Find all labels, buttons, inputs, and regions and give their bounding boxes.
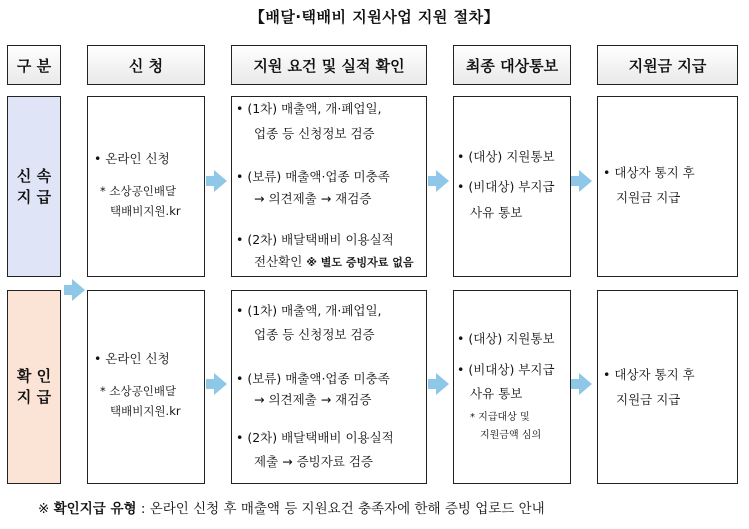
footer-mark: ※ <box>38 501 54 517</box>
pay-item: • 대상자 통지 후 <box>603 165 695 180</box>
verify-step-text: 전산확인 <box>254 254 307 269</box>
confirm-pay-box <box>597 290 738 484</box>
category-confirm-payment <box>7 290 61 484</box>
verify-step: • (1차) 매출액, 개·폐업일, <box>236 303 382 318</box>
verify-step: 제출 → 증빙자료 검증 <box>254 454 373 469</box>
confirm-notify-box <box>453 290 571 484</box>
rapid-pay-box <box>597 96 738 277</box>
pay-item: • 대상자 통지 후 <box>603 367 695 382</box>
footer-note <box>38 497 545 517</box>
footer-bold: 확인지급 유형 <box>53 501 137 517</box>
apply-note: * 소상공인배달 <box>100 184 177 198</box>
header-pay: 지원금 지급 <box>597 45 738 85</box>
apply-note: 택배비지원.kr <box>110 204 181 218</box>
header-verify: 지원 요건 및 실적 확인 <box>231 45 427 85</box>
pay-item: 지원금 지급 <box>616 190 681 205</box>
arrow-right-icon <box>214 373 227 395</box>
notify-item: 사유 통보 <box>470 386 523 401</box>
verify-step: 업종 등 신청정보 검증 <box>254 327 375 342</box>
notify-item: • (비대상) 부지급 <box>457 179 555 194</box>
rapid-notify-box <box>453 96 571 277</box>
notify-item: 사유 통보 <box>470 205 523 220</box>
arrow-right-icon <box>436 170 449 192</box>
arrow-right-icon <box>436 373 449 395</box>
category-rapid-payment <box>7 96 61 277</box>
arrow-right-icon <box>579 170 592 192</box>
confirm-verify-box <box>231 290 427 484</box>
header-apply: 신 청 <box>87 45 205 85</box>
category-label: 지 급 <box>16 388 52 406</box>
verify-step: → 의견제출 → 재검증 <box>254 392 372 407</box>
apply-item: • 온라인 신청 <box>94 351 170 366</box>
apply-item: • 온라인 신청 <box>94 151 170 166</box>
verify-step: • (2차) 배달택배비 이용실적 <box>236 430 394 445</box>
verify-step: • (보류) 매출액·업종 미충족 <box>236 371 390 386</box>
header-notify: 최종 대상통보 <box>453 45 571 85</box>
notify-item: • (비대상) 부지급 <box>457 362 555 377</box>
verify-step-note: ※ 별도 증빙자료 없음 <box>306 256 414 269</box>
page-title: 【배달·택배비 지원사업 지원 절차】 <box>249 8 500 26</box>
notify-item: • (대상) 지원통보 <box>457 331 555 346</box>
category-label: 지 급 <box>16 187 52 206</box>
rapid-apply-box <box>87 96 205 277</box>
apply-note: 택배비지원.kr <box>110 404 181 418</box>
pay-item: 지원금 지급 <box>616 392 681 407</box>
arrow-right-icon <box>214 170 227 192</box>
arrow-right-icon <box>579 373 592 395</box>
notify-note: * 지급대상 및 <box>470 412 530 423</box>
arrow-right-icon <box>72 279 85 301</box>
notify-note: 지원금액 심의 <box>480 430 542 441</box>
verify-step: • (2차) 배달택배비 이용실적 <box>236 232 394 247</box>
rapid-verify-box <box>231 96 427 277</box>
header-category: 구 분 <box>7 45 61 85</box>
verify-step <box>254 252 413 273</box>
verify-step: 업종 등 신청정보 검증 <box>254 126 375 141</box>
confirm-apply-box <box>87 290 205 484</box>
footer-text: : 온라인 신청 후 매출액 등 지원요건 충족자에 한해 증빙 업로드 안내 <box>136 501 545 517</box>
category-label: 신 속 <box>16 166 52 185</box>
apply-note: * 소상공인배달 <box>100 384 177 398</box>
verify-step: • (1차) 매출액, 개·폐업일, <box>236 101 382 116</box>
verify-step: • (보류) 매출액·업종 미충족 <box>236 169 390 184</box>
category-label: 확 인 <box>16 367 52 385</box>
verify-step: → 의견제출 → 재검증 <box>254 191 372 206</box>
notify-item: • (대상) 지원통보 <box>457 149 555 164</box>
